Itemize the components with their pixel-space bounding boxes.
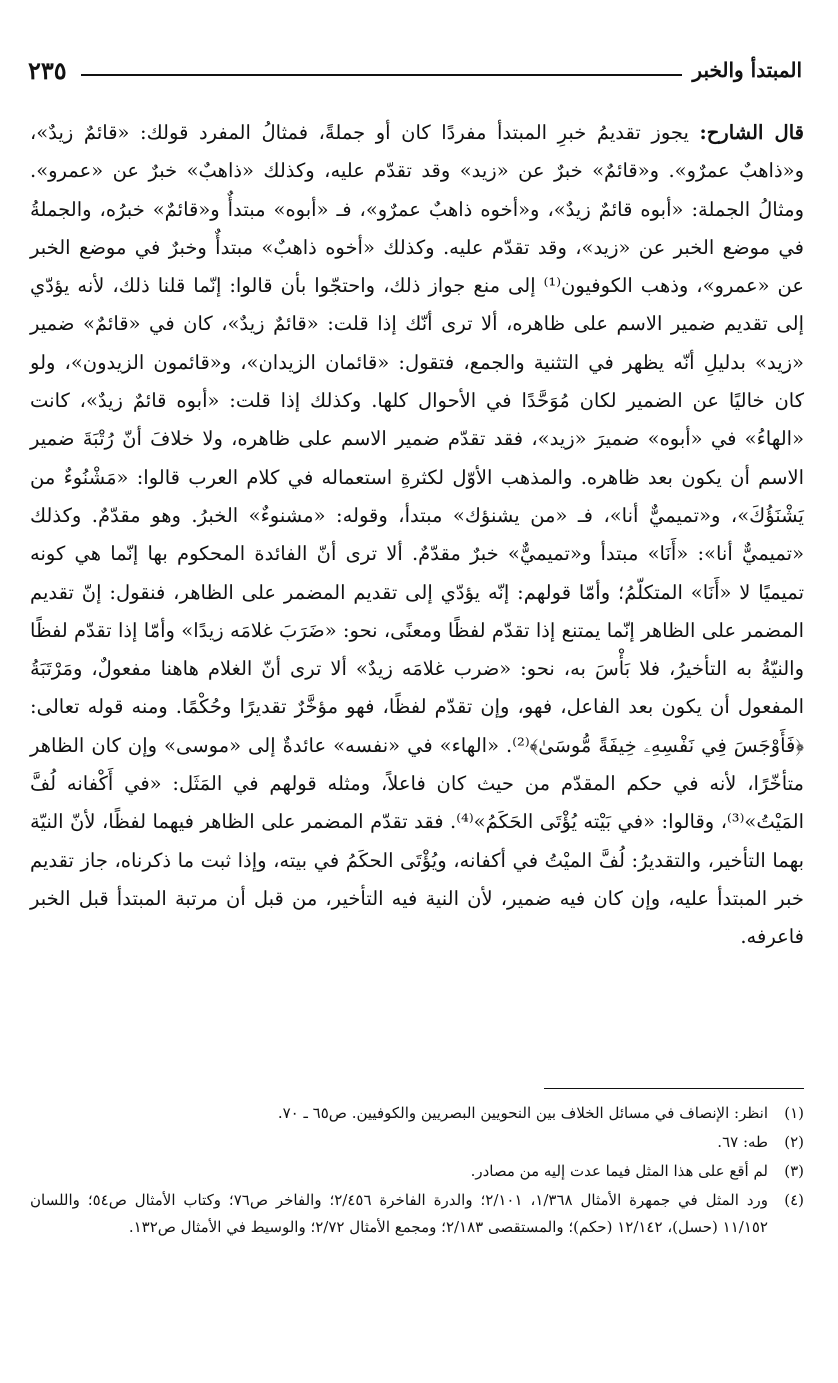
footnote-number: (١) xyxy=(784,1104,804,1122)
footnote-text: ورد المثل في جمهرة الأمثال ١/٣٦٨، ٢/١٠١؛ والدرة الفاخرة ٢/٤٥٦؛ والفاخر ص٧٦؛ وكتاب الأمثال ص٥٤؛ واللسان ١١/١٥٢ (حسل)، ١٢/١٤٢ (حكم)؛ والمستقصى ٢/١٨٣؛ ومجمع الأمثال ٢/٧٢؛ والوسيط في الأمثال ص١٣٢. xyxy=(30,1191,768,1236)
footnote-1 xyxy=(30,1100,804,1127)
footnote-3 xyxy=(30,1158,804,1185)
page-header xyxy=(28,50,802,90)
footnotes xyxy=(30,1100,804,1243)
running-title: المبتدأ والخبر xyxy=(692,58,802,82)
footnote-text: طه: ٦٧. xyxy=(717,1133,768,1151)
footnote-text: انظر: الإنصاف في مسائل الخلاف بين النحويين البصريين والكوفيين. ص٦٥ ـ ٧٠. xyxy=(277,1104,768,1122)
footnote-divider xyxy=(544,1088,804,1089)
footnote-number: (٤) xyxy=(784,1191,804,1209)
header-rule xyxy=(81,74,683,76)
footnote-2 xyxy=(30,1129,804,1156)
paragraph-text: يجوز تقديمُ خبرِ المبتدأ مفردًا كان أو جملةً، فمثالُ المفرد قولك: «قائمٌ زيدٌ»، و«ذاهبٌ عمرٌو». و«قائمٌ» خبرٌ عن «زيد» وقد تقدّم عليه، وكذلك «ذاهبٌ» خبرٌ عن «عمرو». ومثالُ الجملة: «أبوه قائمٌ زيدٌ»، و«أخوه ذاهبٌ عمرٌو»، فـ «أبوه» مبتدأٌ و«قائمٌ» خبرُه، والجملةُ في موضع الخبر عن «زيد»، وقد تقدّم عليه. وكذلك «أخوه ذاهبٌ» مبتدأٌ وخبرٌ في موضع الخبر عن «عمرو»، وذهب الكوفيون⁽¹⁾ إلى منع جواز ذلك، واحتجّوا بأن قالوا: إنّما قلنا ذلك، لأنه يؤدّي إلى تقديم ضمير الاسم على ظاهره، ألا ترى أنّك إذا قلت: «قائمٌ زيدٌ»، كان في «قائمٌ» ضمير «زيد» بدليلِ أنّه يظهر في التثنية والجمع، فتقول: «قائمان الزيدان»، و«قائمون الزيدون»، ولو كان خاليًا عن الضمير لكان مُوَحَّدًا في الأحوال كلها. وكذلك إذا قلت: «أبوه قائمٌ زيدٌ»، كانت «الهاءُ» في «أبوه» ضميرَ «زيد»، فقد تقدّم ضمير الاسم على ظاهره، ولا خلافَ أنّ رُتْبَةَ ضمير الاسم أن يكون بعد ظاهره. والمذهب الأوّل لكثرةِ استعماله في كلام العرب قالوا: «مَشْنُوءٌ من يَشْنَؤُكَ»، و«تميميٌّ أنا»، فـ «من يشنؤك» مبتدأ، وقوله: «مشنوءٌ» الخبرُ. وهو مقدّمٌ. وكذلك «تميميٌّ أنا»: «أَنَا» مبتدأ و«تميميٌّ» خبرٌ مقدّمٌ. ألا ترى أنّ الفائدة المحكوم بها إنّما هي كونه تميميًا لا «أَنَا» المتكلّمُ؛ وأمّا قولهم: إنّه يؤدّي إلى تقديم المضمر على الظاهر، فنقول: إنّ تقديم المضمر على الظاهر إنّما يمتنع إذا تقدّم لفظًا ومعنًى، نحو: «ضَرَبَ غلامَه زيدًا» وأمّا إذا تقدّم لفظًا والنيّةُ به التأخيرُ، فلا بَأْسَ به، نحو: «ضرب غلامَه زيدٌ» ألا ترى أنّ الغلام هاهنا مفعولٌ، ومَرْتَبَةُ المفعول أن يكون بعد الفاعل، فهو، وإن تقدّم لفظًا، فهو مؤخَّرٌ تقديرًا وحُكْمًا. ومنه قوله تعالى: ﴿فَأَوْجَسَ فِي نَفْسِهِۦ خِيفَةً مُّوسَىٰ﴾⁽²⁾. «الهاء» في «نفسه» عائدةٌ إلى «موسى» وإن كان الظاهر متأخّرًا، لأنه في حكم المقدّم من حيث كان فاعلاً، ومثله قولهم في المَثَل: «في أَكْفانه لُفَّ المَيْتُ»⁽³⁾، وقالوا: «في بَيْته يُؤْتَى الحَكَمُ»⁽⁴⁾. فقد تقدّم المضمر على الظاهر فيهما لفظًا، لأنّ النيّة بهما التأخير، والتقديرُ: لُفَّ الميْتُ في أكفانه، ويُؤْتَى الحكَمُ في بيته، وإذا ثبت ما ذكرناه، جاز تقديم خبر المبتدأ عليه، وإن كان فيه ضمير، لأن النية فيه التأخير، من قبل أن مرتبة المبتدأ قبل الخبر فاعرفه. xyxy=(30,121,804,949)
footnote-text: لم أقع على هذا المثل فيما عدت إليه من مصادر. xyxy=(470,1162,768,1180)
paragraph-lead: قال الشارح: xyxy=(699,121,804,144)
footnote-number: (٢) xyxy=(784,1133,804,1151)
footnote-number: (٣) xyxy=(784,1162,804,1180)
main-paragraph xyxy=(30,114,804,957)
page-number: ٢٣٥ xyxy=(28,55,67,85)
footnote-4 xyxy=(30,1187,804,1241)
